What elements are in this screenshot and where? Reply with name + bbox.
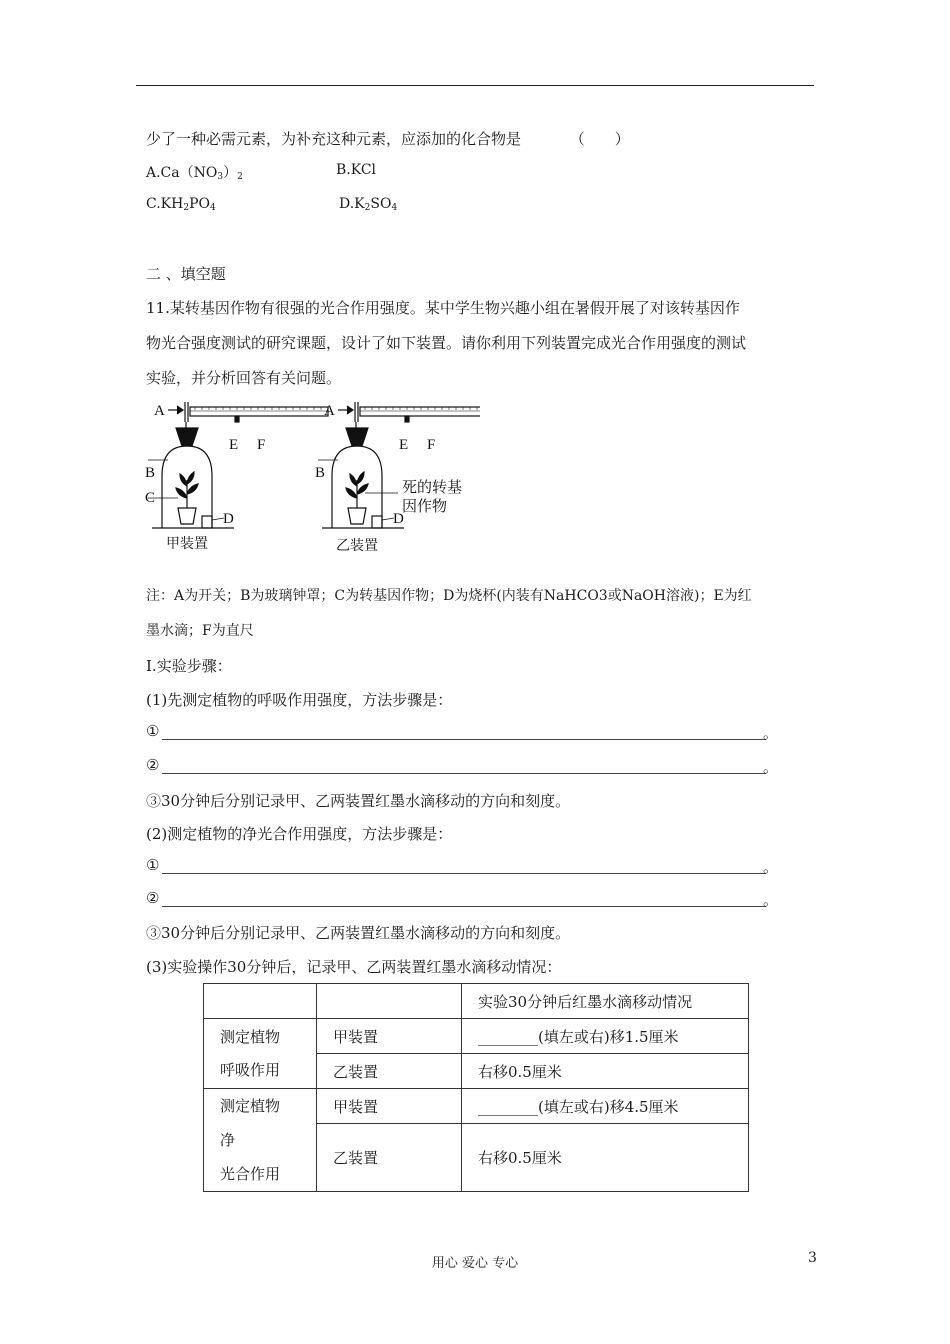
q10-stem (146, 128, 630, 149)
result-cell-4: 右移0.5厘米 (462, 1124, 749, 1192)
yi-cell: 乙装置 (317, 1054, 462, 1089)
q10-stem-text: 少了一种必需元素，为补充这种元素，应添加的化合物是 (146, 130, 522, 148)
dead-plant-label-2: 因作物 (402, 499, 448, 515)
apparatus-figure (140, 398, 480, 558)
yi-cell: 乙装置 (317, 1124, 462, 1192)
q11-line-1: 11.某转基因作物有很强的光合作用强度。某中学生物兴趣小组在暑假开展了对该转基因作 (146, 299, 740, 317)
apparatus-yi (318, 402, 480, 528)
note-line-2: 墨水滴；F为直尺 (146, 623, 254, 639)
q11-line-3: 实验，并分析回答有关问题。 (146, 369, 342, 387)
step1-title: (1)先测定植物的呼吸作用强度，方法步骤是： (146, 691, 453, 709)
step2-title: (2)测定植物的净光合作用强度，方法步骤是： (146, 825, 453, 843)
table-row (204, 984, 749, 1019)
caption-yi: 乙装置 (336, 539, 378, 554)
option-d: $D.K_2SO_4$ (339, 196, 398, 213)
answer-cell-3[interactable]: ________(填左或右)移4.5厘米 (462, 1089, 749, 1124)
step2-blank-1[interactable]: ① 。 (146, 856, 778, 876)
footer-text: 用心 爱心 专心 (431, 1256, 519, 1271)
step3-title: (3)实验操作30分钟后，记录甲、乙两装置红墨水滴移动情况： (146, 958, 562, 976)
step1-third: ③30分钟后分别记录甲、乙两装置红墨水滴移动的方向和刻度。 (146, 792, 571, 810)
header-rule (136, 85, 814, 86)
label-d-jia: D (223, 511, 234, 527)
group-net-photosynthesis-cell: 测定植物 净 光合作用 (204, 1089, 317, 1192)
dead-plant-label-1: 死的转基 (402, 480, 463, 496)
q11-line-2: 物光合强度测试的研究课题，设计了如下装置。请你利用下列装置完成光合作用强度的测试 (146, 334, 747, 352)
label-f-yi: F (427, 437, 436, 453)
label-e-yi: E (399, 437, 409, 453)
step2-blank-2[interactable]: ② 。 (146, 889, 778, 909)
page-number: 3 (808, 1250, 817, 1266)
caption-jia: 甲装置 (166, 537, 208, 552)
label-a-yi: A (324, 403, 335, 419)
table-header-cell: 实验30分钟后红墨水滴移动情况 (462, 984, 749, 1019)
section-title: 二 、填空题 (146, 265, 226, 283)
table-cell (317, 984, 462, 1019)
label-b-jia: B (145, 465, 156, 481)
option-c: $C.KH_2PO_4$ (146, 196, 216, 213)
option-a: $A.Ca(NO_3)_2$ (146, 165, 243, 182)
result-cell-2: 右移0.5厘米 (462, 1054, 749, 1089)
steps-title: Ⅰ.实验步骤： (146, 657, 232, 675)
label-d-yi: D (393, 511, 404, 527)
group-respiration-cell: 测定植物 呼吸作用 (204, 1019, 317, 1089)
answer-cell-1[interactable]: ________(填左或右)移1.5厘米 (462, 1019, 749, 1054)
label-e-jia: E (229, 437, 239, 453)
step2-third: ③30分钟后分别记录甲、乙两装置红墨水滴移动的方向和刻度。 (146, 924, 571, 942)
label-f-jia: F (257, 437, 266, 453)
jia-cell: 甲装置 (317, 1019, 462, 1054)
label-b-yi: B (315, 465, 326, 481)
results-table (203, 983, 749, 1192)
note-line-1: 注：A为开关；B为玻璃钟罩；C为转基因作物；D为烧杯(内装有NaHCO3或NaOH溶液)；E为红 (146, 588, 752, 604)
apparatus-jia (148, 402, 328, 528)
step1-blank-2[interactable]: ② 。 (146, 756, 778, 776)
table-cell (204, 984, 317, 1019)
label-c-jia: C (145, 490, 156, 506)
label-a-jia: A (154, 403, 165, 419)
answer-bracket: （ ） (569, 130, 630, 148)
jia-cell: 甲装置 (317, 1089, 462, 1124)
table-row (204, 1089, 749, 1124)
step1-blank-1[interactable]: ① 。 (146, 722, 778, 742)
table-row (204, 1019, 749, 1054)
option-b: B.KCl (336, 162, 377, 178)
